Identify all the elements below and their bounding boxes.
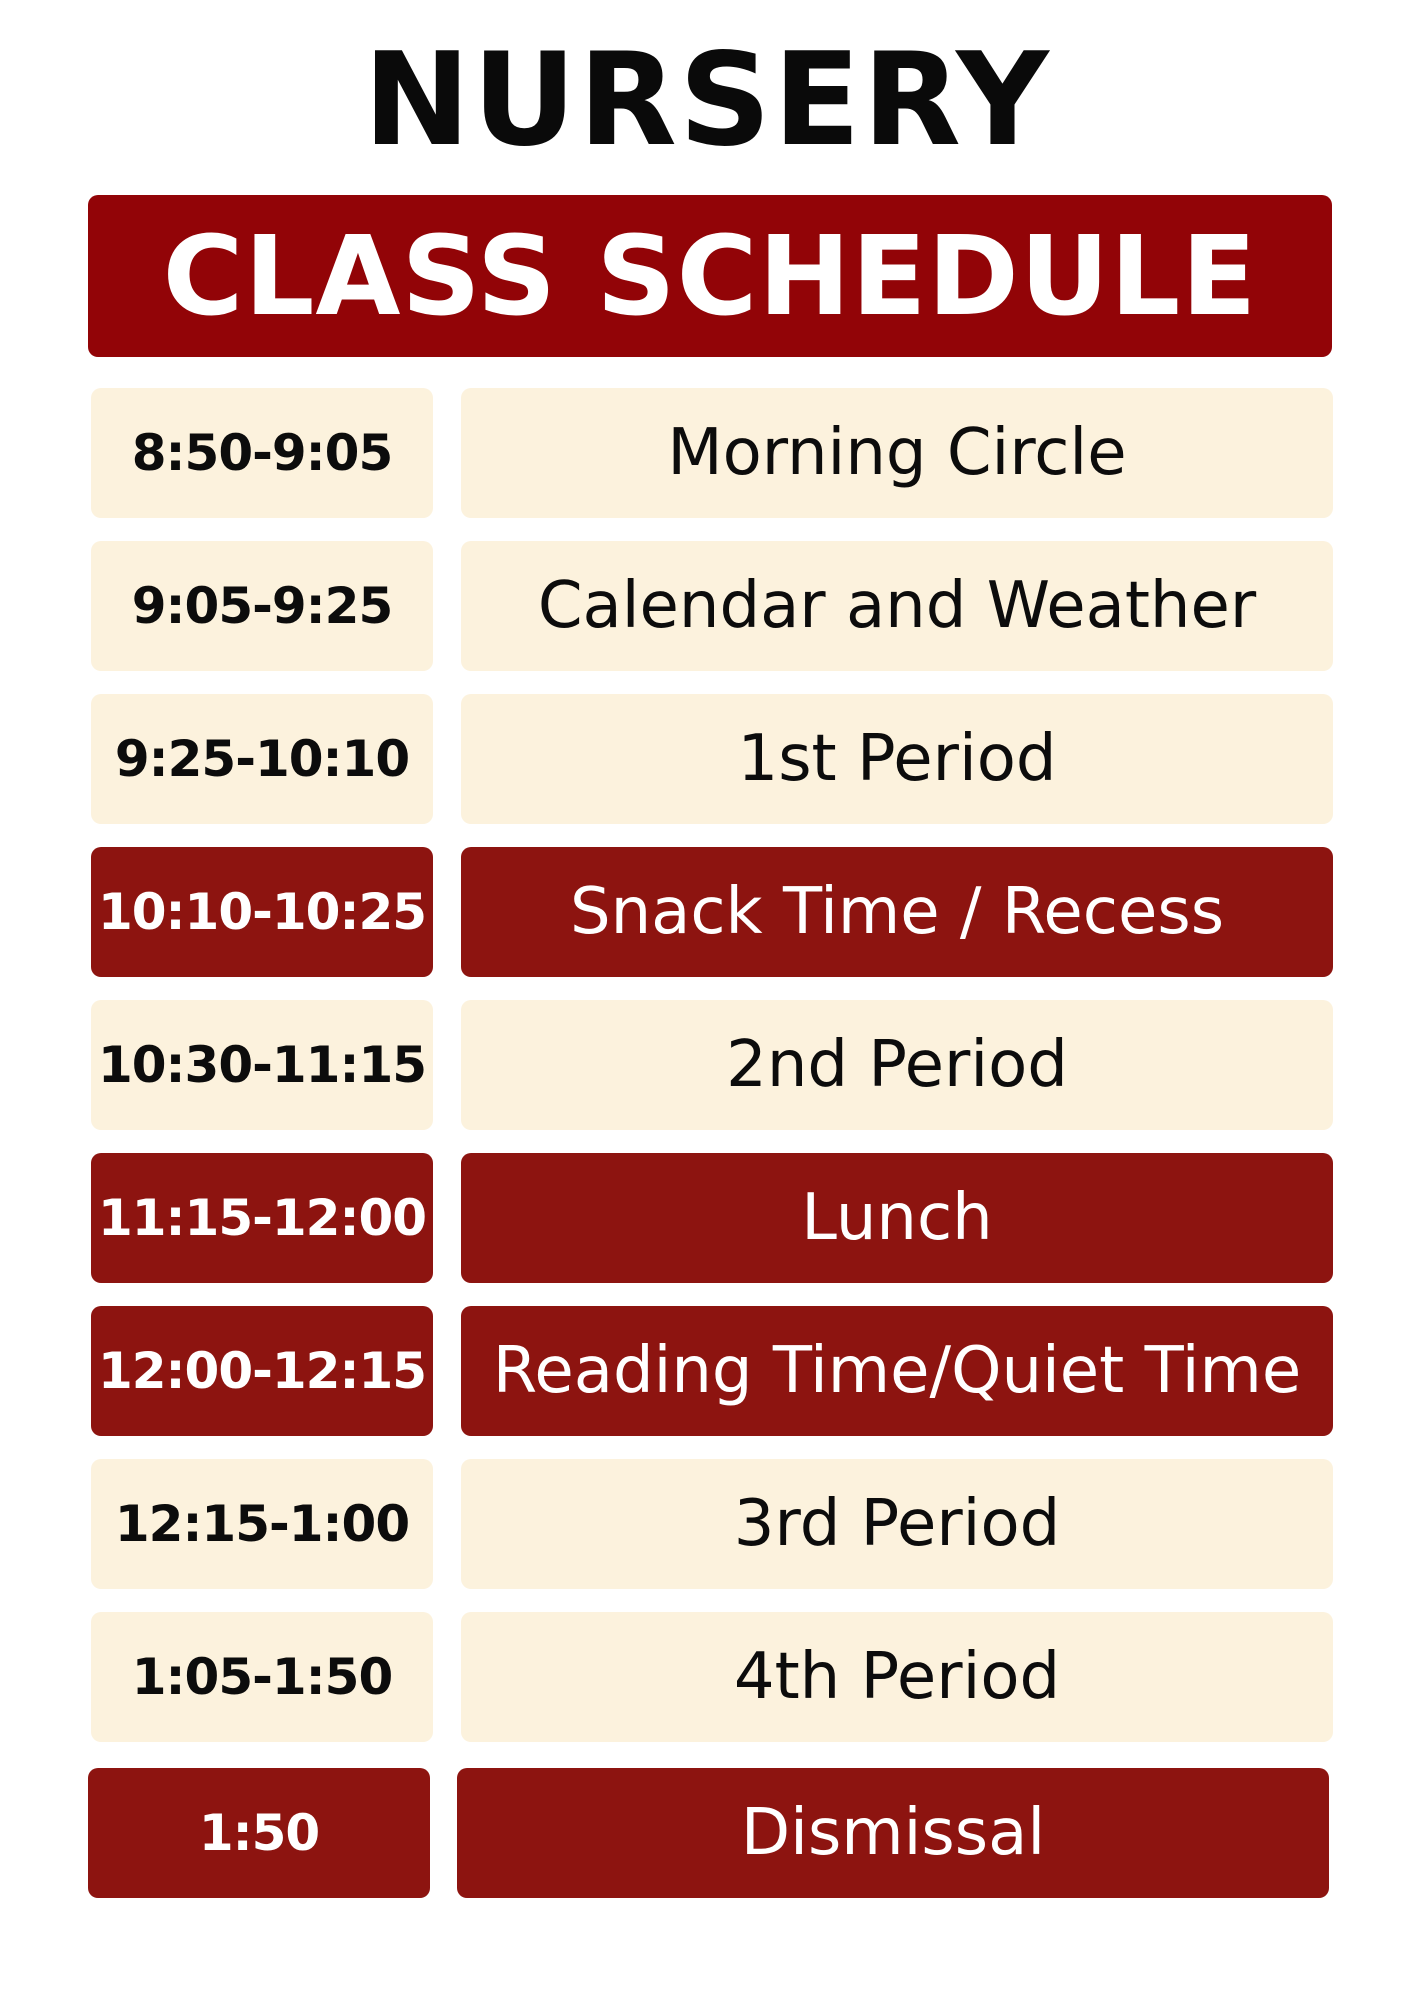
schedule-activity: 3rd Period (461, 1459, 1333, 1589)
schedule-time: 12:15-1:00 (91, 1459, 433, 1589)
schedule-activity: Reading Time/Quiet Time (461, 1306, 1333, 1436)
schedule-time: 9:25-10:10 (91, 694, 433, 824)
schedule-activity: 2nd Period (461, 1000, 1333, 1130)
banner-label: CLASS SCHEDULE (162, 212, 1258, 340)
schedule-time: 10:10-10:25 (91, 847, 433, 977)
schedule-time: 10:30-11:15 (91, 1000, 433, 1130)
schedule-time: 8:50-9:05 (91, 388, 433, 518)
schedule-activity: Morning Circle (461, 388, 1333, 518)
page-title: NURSERY (363, 26, 1051, 175)
schedule-activity: Lunch (461, 1153, 1333, 1283)
schedule-activity: 1st Period (461, 694, 1333, 824)
schedule-time: 9:05-9:25 (91, 541, 433, 671)
schedule-activity: Snack Time / Recess (461, 847, 1333, 977)
schedule-time: 11:15-12:00 (91, 1153, 433, 1283)
schedule-time: 1:05-1:50 (91, 1612, 433, 1742)
schedule-time: 1:50 (88, 1768, 430, 1898)
schedule-activity: Dismissal (457, 1768, 1329, 1898)
schedule-time: 12:00-12:15 (91, 1306, 433, 1436)
schedule-activity: Calendar and Weather (461, 541, 1333, 671)
schedule-activity: 4th Period (461, 1612, 1333, 1742)
